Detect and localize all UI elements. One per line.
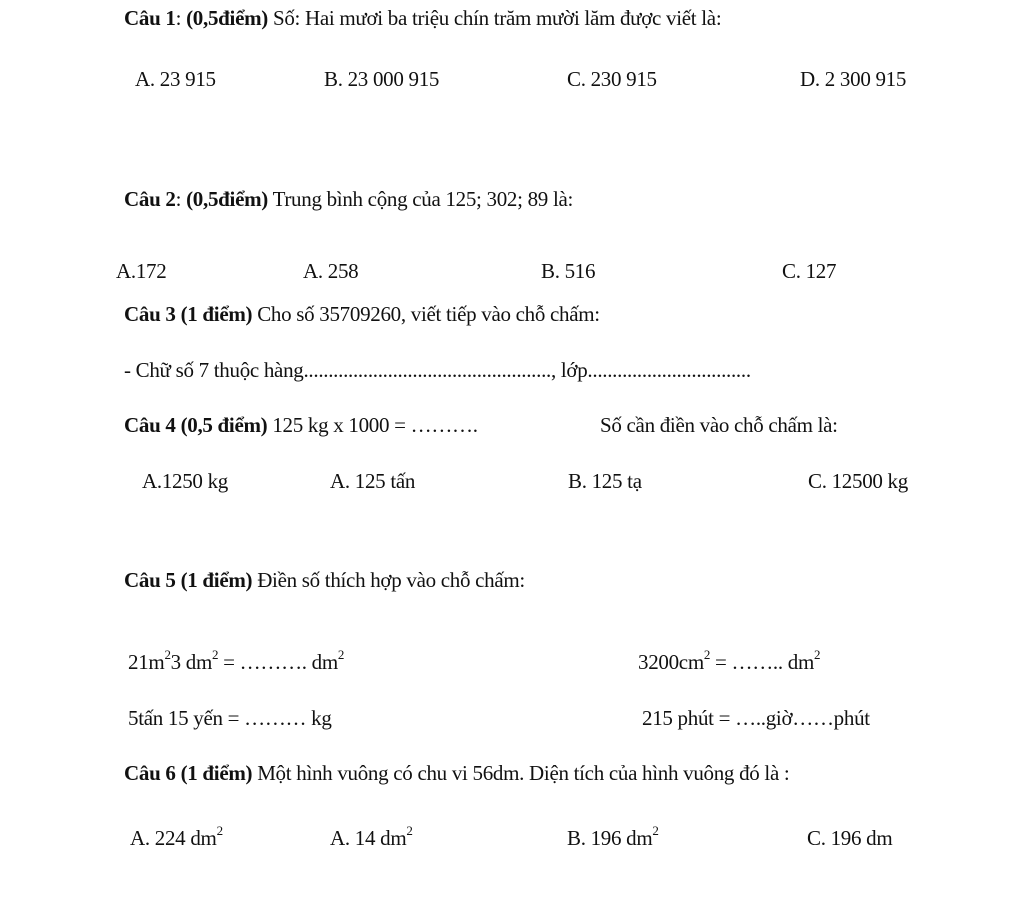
fill-in-item[interactable] [128, 647, 345, 675]
answer-option[interactable]: B. 125 tạ [568, 469, 642, 493]
answer-option[interactable]: C. 230 915 [567, 67, 657, 91]
question-5-heading [124, 568, 525, 593]
superscript: 2 [814, 647, 821, 662]
question-text: Điền số thích hợp vào chỗ chấm: [257, 568, 525, 592]
fill-in-item[interactable] [638, 647, 821, 675]
question-6-heading [124, 761, 789, 786]
question-points: (0,5điểm) [186, 6, 268, 30]
question-label: Câu 1 [124, 6, 176, 30]
question-label: Câu 2 [124, 187, 176, 211]
superscript: 2 [337, 647, 345, 662]
question-4-heading [124, 413, 478, 438]
option-text: A. 14 dm [330, 826, 407, 850]
answer-option[interactable]: D. 2 300 915 [800, 67, 907, 91]
fill-in-item[interactable]: 215 phút = …..giờ……phút [642, 706, 870, 730]
question-text: Một hình vuông có chu vi 56dm. Diện tích của hình vuông đó là : [257, 761, 790, 785]
answer-option[interactable] [567, 823, 659, 851]
answer-option[interactable] [807, 826, 892, 851]
superscript: 2 [212, 647, 219, 662]
answer-option[interactable]: B. 23 000 915 [324, 67, 440, 91]
answer-option[interactable]: B. 516 [541, 259, 596, 283]
item-part: = ………. dm [218, 650, 338, 674]
question-2-heading [124, 187, 573, 212]
answer-option[interactable]: A. 23 915 [135, 67, 216, 91]
question-text: Số: Hai mươi ba triệu chín trăm mười lăm được viết là: [272, 6, 722, 30]
question-text: Cho số 35709260, viết tiếp vào chỗ chấm: [257, 302, 600, 326]
superscript: 2 [703, 647, 711, 662]
item-part: 21m [128, 650, 165, 674]
question-points: (1 điểm) [180, 302, 253, 326]
answer-option[interactable]: A. 125 tấn [330, 469, 416, 493]
question-points: (0,5điểm) [186, 187, 268, 211]
item-part: 3 dm [170, 650, 213, 674]
answer-option[interactable] [130, 823, 223, 851]
superscript: 2 [164, 647, 171, 662]
question-label: Câu 4 [124, 413, 176, 437]
option-text: A. 224 dm [130, 826, 217, 850]
question-1-heading [124, 6, 721, 31]
question-3-heading [124, 302, 600, 327]
option-text: B. 196 dm [567, 826, 653, 850]
answer-option[interactable]: C. 127 [782, 259, 837, 283]
question-points: (1 điểm) [180, 761, 253, 785]
answer-option[interactable]: A. 258 [303, 259, 359, 283]
fill-in-item[interactable]: 5tấn 15 yến = ……… kg [128, 706, 332, 730]
question-label: Câu 6 [124, 761, 176, 785]
question-text: 125 kg x 1000 = ………. [272, 413, 478, 437]
question-label: Câu 3 [124, 302, 176, 326]
label-separator: : [175, 187, 182, 211]
answer-option[interactable]: A.172 [116, 259, 167, 283]
answer-option[interactable]: C. 12500 kg [808, 469, 908, 493]
superscript: 2 [216, 823, 223, 838]
fill-in-line[interactable]: - Chữ số 7 thuộc hàng.................................................., lớp................................. [124, 358, 751, 382]
answer-option[interactable]: A.1250 kg [142, 469, 228, 493]
question-label: Câu 5 [124, 568, 176, 592]
label-separator: : [175, 6, 182, 30]
answer-option[interactable] [330, 823, 413, 851]
option-text: C. 196 dm [807, 826, 893, 850]
question-points: (1 điểm) [180, 568, 253, 592]
superscript: 2 [652, 823, 659, 838]
superscript: 2 [406, 823, 413, 838]
question-points: (0,5 điểm) [180, 413, 268, 437]
question-text: Trung bình cộng của 125; 302; 89 là: [272, 187, 574, 211]
item-part: 3200cm [638, 650, 704, 674]
question-subtext: Số cần điền vào chỗ chấm là: [600, 413, 838, 437]
item-part: = …….. dm [710, 650, 814, 674]
